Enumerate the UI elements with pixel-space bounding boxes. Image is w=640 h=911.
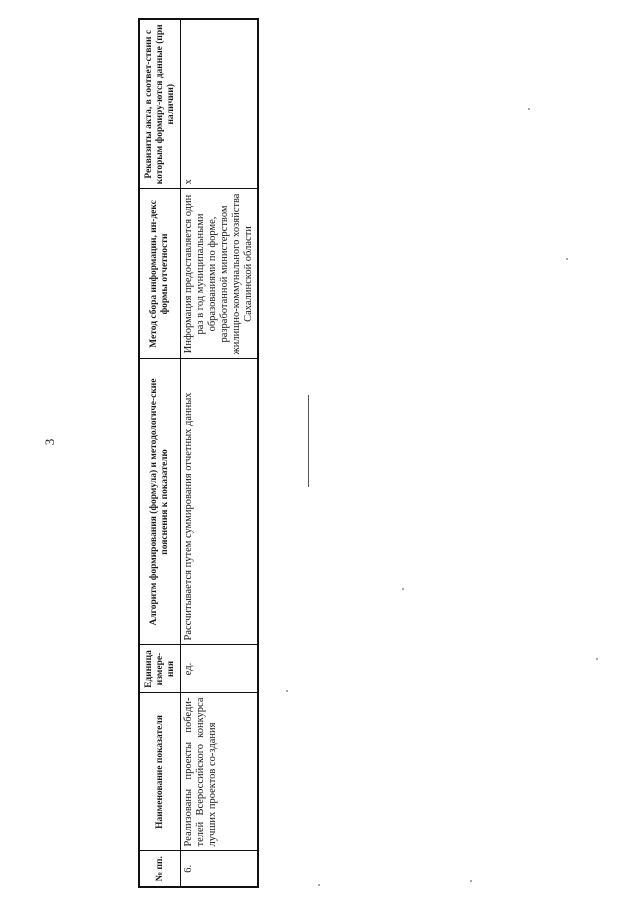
cell-unit: ед.: [181, 645, 259, 693]
cell-act: х: [181, 19, 259, 189]
page-number: 3: [42, 438, 57, 446]
cell-name: Реализованы проекты победи-телей Всероссийского конкурса лучших проектов со-здания: [181, 693, 259, 851]
stray-mark: [308, 395, 309, 487]
cell-method: Информация предоставляется один раз в год муниципальными образованиями по форме, разработанной министерством жилищно-коммунального хозяйства Сахалинской области: [181, 189, 259, 359]
scan-speck: [566, 258, 568, 260]
scan-speck: [596, 658, 598, 660]
scan-speck: [286, 690, 288, 692]
indicator-table: [138, 18, 259, 888]
header-algorithm: Алгоритм формирования (формула) и методологиче-ские пояснения к показателю: [139, 359, 181, 645]
header-name: Наименование показателя: [139, 693, 181, 851]
table-header-row: [139, 19, 181, 887]
header-act: Реквизиты акта, в соответ-ствии с которым формиру-ются данные (при наличии): [139, 19, 181, 189]
header-method: Метод сбора информации, ин-декс формы отчетности: [139, 189, 181, 359]
scan-speck: [470, 880, 472, 882]
scan-speck: [402, 588, 404, 590]
table-row: [181, 19, 259, 887]
scan-speck: [318, 884, 320, 886]
cell-num: 6.: [181, 851, 259, 887]
header-num: № пп.: [139, 851, 181, 887]
cell-algorithm: Рассчитывается путем суммирования отчетных данных: [181, 359, 259, 645]
scan-speck: [528, 108, 530, 110]
header-unit: Единица измере-ния: [139, 645, 181, 693]
rotated-table-wrapper: [138, 20, 254, 888]
